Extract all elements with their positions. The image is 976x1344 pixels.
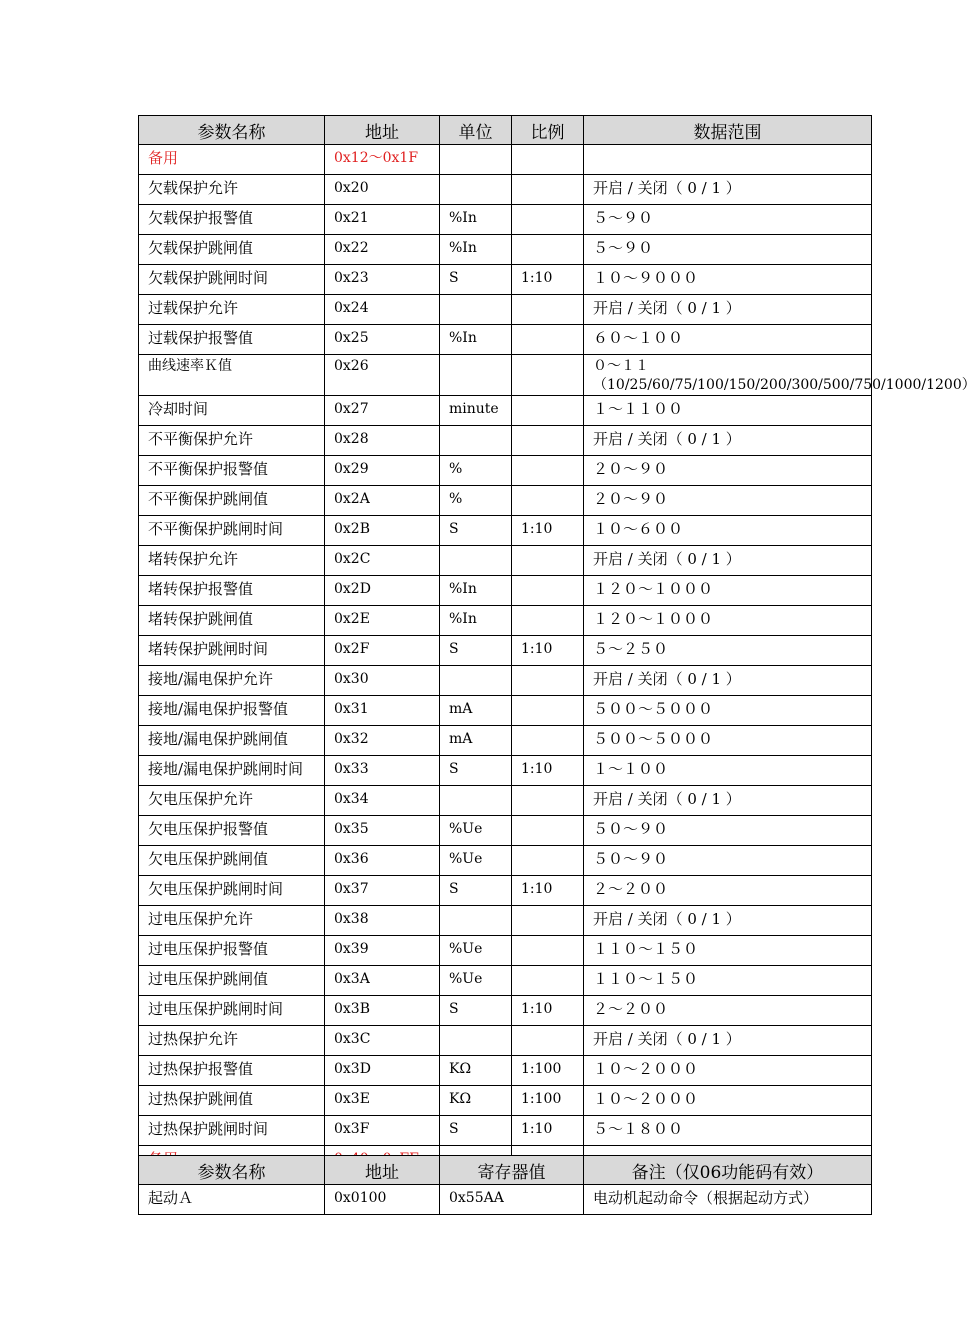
unit: %In xyxy=(440,325,512,355)
unit: mA xyxy=(440,726,512,756)
table-row xyxy=(139,756,872,786)
ratio: 1:10 xyxy=(512,265,584,295)
table-row xyxy=(139,906,872,936)
data-range: 开启 / 关闭（ 0 / 1 ） xyxy=(584,426,872,456)
data-range: １０～２０００ xyxy=(584,1056,872,1086)
param-name: 过电压保护跳闸时间 xyxy=(139,996,325,1026)
address: 0x2C xyxy=(325,546,440,576)
address: 0x21 xyxy=(325,205,440,235)
header-address: 地址 xyxy=(325,116,440,145)
data-range: １２０～１０００ xyxy=(584,576,872,606)
table-row xyxy=(139,816,872,846)
header-register-value: 寄存器值 xyxy=(440,1156,584,1185)
param-name: 欠载保护跳闸值 xyxy=(139,235,325,265)
param-name: 过热保护跳闸值 xyxy=(139,1086,325,1116)
ratio: 1:10 xyxy=(512,756,584,786)
unit: % xyxy=(440,456,512,486)
header-data-range: 数据范围 xyxy=(584,116,872,145)
param-name: 接地/漏电保护允许 xyxy=(139,666,325,696)
data-range: １～１１００ xyxy=(584,396,872,426)
param-name: 曲线速率Ｋ值 xyxy=(139,355,325,396)
unit: %In xyxy=(440,235,512,265)
address: 0x35 xyxy=(325,816,440,846)
table-row xyxy=(139,325,872,355)
ratio xyxy=(512,1026,584,1056)
unit xyxy=(440,906,512,936)
unit: %In xyxy=(440,205,512,235)
data-range: 开启 / 关闭（ 0 / 1 ） xyxy=(584,175,872,205)
data-range: ５～９０ xyxy=(584,205,872,235)
unit: % xyxy=(440,486,512,516)
unit: %Ue xyxy=(440,936,512,966)
data-range: ５００～５０００ xyxy=(584,726,872,756)
ratio: 1:10 xyxy=(512,516,584,546)
table-row xyxy=(139,1185,872,1215)
header-unit: 单位 xyxy=(440,116,512,145)
ratio xyxy=(512,205,584,235)
ratio xyxy=(512,846,584,876)
address: 0x26 xyxy=(325,355,440,396)
unit: S xyxy=(440,636,512,666)
table-row xyxy=(139,426,872,456)
unit: S xyxy=(440,516,512,546)
ratio xyxy=(512,426,584,456)
ratio xyxy=(512,456,584,486)
param-name: 过载保护允许 xyxy=(139,295,325,325)
unit: %Ue xyxy=(440,816,512,846)
header-param-name: 参数名称 xyxy=(139,1156,325,1185)
address: 0x3B xyxy=(325,996,440,1026)
table-row xyxy=(139,355,872,396)
param-name: 欠电压保护报警值 xyxy=(139,816,325,846)
data-range: １１０～１５０ xyxy=(584,966,872,996)
table-row xyxy=(139,1056,872,1086)
unit xyxy=(440,295,512,325)
command-table-header xyxy=(139,1156,872,1185)
address: 0x31 xyxy=(325,696,440,726)
table-row xyxy=(139,546,872,576)
data-range: ５～２５０ xyxy=(584,636,872,666)
table-row xyxy=(139,996,872,1026)
unit: mA xyxy=(440,696,512,726)
address: 0x32 xyxy=(325,726,440,756)
param-name: 过电压保护报警值 xyxy=(139,936,325,966)
param-name: 堵转保护跳闸时间 xyxy=(139,636,325,666)
unit xyxy=(440,145,512,175)
table-row xyxy=(139,876,872,906)
data-range: １０～６００ xyxy=(584,516,872,546)
address: 0x3C xyxy=(325,1026,440,1056)
data-range: ５０～９０ xyxy=(584,816,872,846)
data-range: １１０～１５０ xyxy=(584,936,872,966)
ratio: 1:10 xyxy=(512,876,584,906)
unit xyxy=(440,546,512,576)
header-address: 地址 xyxy=(325,1156,440,1185)
table-row xyxy=(139,846,872,876)
ratio xyxy=(512,696,584,726)
ratio: 1:10 xyxy=(512,1116,584,1146)
data-range: ６０～１００ xyxy=(584,325,872,355)
address: 0x34 xyxy=(325,786,440,816)
ratio xyxy=(512,666,584,696)
table-row xyxy=(139,606,872,636)
header-param-name: 参数名称 xyxy=(139,116,325,145)
address: 0x20 xyxy=(325,175,440,205)
data-range: ２０～９０ xyxy=(584,486,872,516)
table-row xyxy=(139,726,872,756)
param-name: 接地/漏电保护跳闸值 xyxy=(139,726,325,756)
address: 0x27 xyxy=(325,396,440,426)
table-row xyxy=(139,205,872,235)
address: 0x3E xyxy=(325,1086,440,1116)
unit: S xyxy=(440,876,512,906)
data-range: ２～２００ xyxy=(584,996,872,1026)
data-range: １２０～１０００ xyxy=(584,606,872,636)
register-value: 0x55AA xyxy=(440,1185,584,1215)
param-name: 欠电压保护跳闸值 xyxy=(139,846,325,876)
param-name: 欠载保护报警值 xyxy=(139,205,325,235)
table-row xyxy=(139,1086,872,1116)
address: 0x2D xyxy=(325,576,440,606)
table-row xyxy=(139,696,872,726)
address: 0x12～0x1F xyxy=(325,145,440,175)
unit: minute xyxy=(440,396,512,426)
ratio xyxy=(512,576,584,606)
param-name: 不平衡保护允许 xyxy=(139,426,325,456)
unit: S xyxy=(440,1116,512,1146)
unit: S xyxy=(440,996,512,1026)
param-name: 不平衡保护跳闸值 xyxy=(139,486,325,516)
ratio: 1:100 xyxy=(512,1086,584,1116)
unit: S xyxy=(440,756,512,786)
unit: KΩ xyxy=(440,1086,512,1116)
data-range: 开启 / 关闭（ 0 / 1 ） xyxy=(584,666,872,696)
address: 0x2E xyxy=(325,606,440,636)
table-row xyxy=(139,966,872,996)
note: 电动机起动命令（根据起动方式） xyxy=(584,1185,872,1215)
param-name: 不平衡保护跳闸时间 xyxy=(139,516,325,546)
header-note: 备注（仅06功能码有效） xyxy=(584,1156,872,1185)
address: 0x2F xyxy=(325,636,440,666)
data-range: ５～９０ xyxy=(584,235,872,265)
address: 0x36 xyxy=(325,846,440,876)
ratio xyxy=(512,175,584,205)
table-row xyxy=(139,516,872,546)
ratio xyxy=(512,145,584,175)
ratio: 1:10 xyxy=(512,996,584,1026)
address: 0x29 xyxy=(325,456,440,486)
data-range: １０～９０００ xyxy=(584,265,872,295)
param-name: 过电压保护允许 xyxy=(139,906,325,936)
param-name: 过热保护允许 xyxy=(139,1026,325,1056)
data-range: 开启 / 关闭（ 0 / 1 ） xyxy=(584,906,872,936)
table-row xyxy=(139,456,872,486)
data-range: １０～２０００ xyxy=(584,1086,872,1116)
unit xyxy=(440,666,512,696)
data-range: １～１００ xyxy=(584,756,872,786)
param-name: 过载保护报警值 xyxy=(139,325,325,355)
address: 0x39 xyxy=(325,936,440,966)
unit xyxy=(440,786,512,816)
table-row xyxy=(139,295,872,325)
unit: %Ue xyxy=(440,846,512,876)
ratio xyxy=(512,966,584,996)
command-table xyxy=(138,1155,872,1215)
unit xyxy=(440,175,512,205)
table-row xyxy=(139,265,872,295)
table-row xyxy=(139,486,872,516)
table-row xyxy=(139,936,872,966)
data-range: ５００～５０００ xyxy=(584,696,872,726)
ratio xyxy=(512,235,584,265)
address: 0x37 xyxy=(325,876,440,906)
ratio xyxy=(512,606,584,636)
address: 0x30 xyxy=(325,666,440,696)
ratio xyxy=(512,546,584,576)
address: 0x2A xyxy=(325,486,440,516)
ratio: 1:100 xyxy=(512,1056,584,1086)
unit: %In xyxy=(440,576,512,606)
data-range: ０～１１（10/25/60/75/100/150/200/300/500/750/1000/1200） xyxy=(584,355,872,396)
table-row xyxy=(139,1026,872,1056)
parameter-table xyxy=(138,115,976,1176)
address: 0x3D xyxy=(325,1056,440,1086)
table-row xyxy=(139,786,872,816)
unit: KΩ xyxy=(440,1056,512,1086)
param-name: 起动Ａ xyxy=(139,1185,325,1215)
table-row xyxy=(139,666,872,696)
param-name: 欠载保护允许 xyxy=(139,175,325,205)
param-name: 冷却时间 xyxy=(139,396,325,426)
parameter-table-header xyxy=(139,116,872,145)
data-range: 开启 / 关闭（ 0 / 1 ） xyxy=(584,295,872,325)
ratio xyxy=(512,396,584,426)
address: 0x3F xyxy=(325,1116,440,1146)
ratio xyxy=(512,325,584,355)
address: 0x2B xyxy=(325,516,440,546)
table-row xyxy=(139,576,872,606)
address: 0x24 xyxy=(325,295,440,325)
ratio xyxy=(512,295,584,325)
ratio xyxy=(512,816,584,846)
data-range: 开启 / 关闭（ 0 / 1 ） xyxy=(584,1026,872,1056)
param-name: 过电压保护跳闸值 xyxy=(139,966,325,996)
address: 0x38 xyxy=(325,906,440,936)
data-range xyxy=(584,145,872,175)
param-name: 欠载保护跳闸时间 xyxy=(139,265,325,295)
unit: %In xyxy=(440,606,512,636)
address: 0x3A xyxy=(325,966,440,996)
address: 0x25 xyxy=(325,325,440,355)
ratio xyxy=(512,726,584,756)
param-name: 备用 xyxy=(139,145,325,175)
data-range: 开启 / 关闭（ 0 / 1 ） xyxy=(584,786,872,816)
ratio: 1:10 xyxy=(512,636,584,666)
param-name: 堵转保护允许 xyxy=(139,546,325,576)
table-row xyxy=(139,175,872,205)
table-row xyxy=(139,636,872,666)
param-name: 欠电压保护跳闸时间 xyxy=(139,876,325,906)
param-name: 接地/漏电保护报警值 xyxy=(139,696,325,726)
ratio xyxy=(512,906,584,936)
address: 0x23 xyxy=(325,265,440,295)
table-row xyxy=(139,1116,872,1146)
param-name: 过热保护报警值 xyxy=(139,1056,325,1086)
table-row xyxy=(139,235,872,265)
ratio xyxy=(512,486,584,516)
param-name: 过热保护跳闸时间 xyxy=(139,1116,325,1146)
param-name: 堵转保护报警值 xyxy=(139,576,325,606)
address: 0x22 xyxy=(325,235,440,265)
address: 0x28 xyxy=(325,426,440,456)
param-name: 欠电压保护允许 xyxy=(139,786,325,816)
data-range: 开启 / 关闭（ 0 / 1 ） xyxy=(584,546,872,576)
unit: S xyxy=(440,265,512,295)
unit xyxy=(440,426,512,456)
data-range: ２０～９０ xyxy=(584,456,872,486)
ratio xyxy=(512,355,584,396)
unit xyxy=(440,355,512,396)
address: 0x33 xyxy=(325,756,440,786)
header-ratio: 比例 xyxy=(512,116,584,145)
unit xyxy=(440,1026,512,1056)
reserved-row xyxy=(139,145,872,175)
data-range: ２～２００ xyxy=(584,876,872,906)
param-name: 接地/漏电保护跳闸时间 xyxy=(139,756,325,786)
data-range: ５～１８００ xyxy=(584,1116,872,1146)
ratio xyxy=(512,936,584,966)
address: 0x0100 xyxy=(325,1185,440,1215)
param-name: 不平衡保护报警值 xyxy=(139,456,325,486)
ratio xyxy=(512,786,584,816)
table-row xyxy=(139,396,872,426)
data-range: ５０～９０ xyxy=(584,846,872,876)
param-name: 堵转保护跳闸值 xyxy=(139,606,325,636)
unit: %Ue xyxy=(440,966,512,996)
